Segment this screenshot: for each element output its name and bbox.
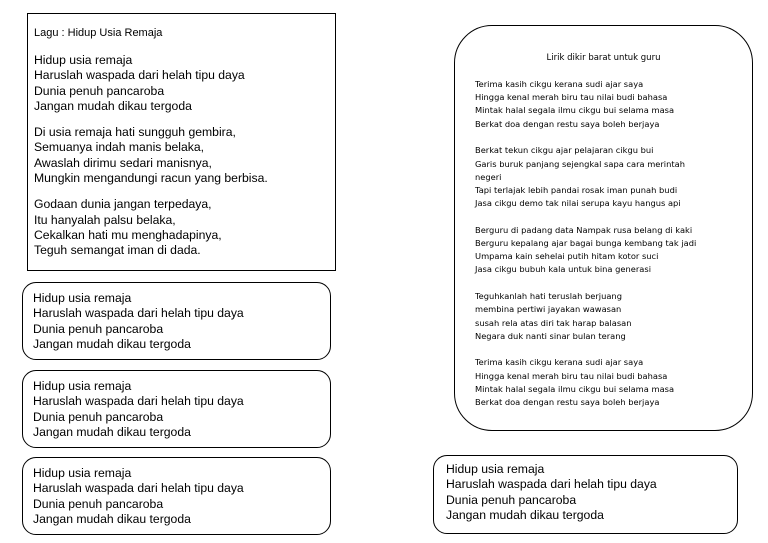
lyric-line: Di usia remaja hati sungguh gembira, xyxy=(34,125,236,140)
dikir-line: Mintak halal segala ilmu cikgu bui selama masa xyxy=(475,383,675,394)
song-stanza-1 xyxy=(34,53,335,114)
dikir-line: negeri xyxy=(475,171,502,182)
dikir-stanza-3 xyxy=(475,224,752,277)
lyric-line: Hidup usia remaja xyxy=(33,379,132,393)
dikir-stanza-5 xyxy=(475,356,752,409)
lyric-line: Mungkin mengandungi racun yang berbisa. xyxy=(34,171,268,186)
dikir-line: Garis buruk panjang sejengkal sapa cara merintah xyxy=(475,158,685,169)
lyric-line: Jangan mudah dikau tergoda xyxy=(446,507,604,522)
dikir-title: Lirik dikir barat untuk guru xyxy=(546,53,661,63)
lyric-line: Jangan mudah dikau tergoda xyxy=(33,424,191,439)
lyric-line: Cekalkan hati mu menghadapinya, xyxy=(34,227,222,242)
dikir-line: Jasa cikgu bubuh kala untuk bina generasi xyxy=(475,264,652,275)
dikir-line: Jasa cikgu demo tak nilai serupa kayu hangus api xyxy=(475,198,681,209)
lyric-card-1 xyxy=(22,282,331,360)
dikir-line: Mintak halal segala ilmu cikgu bui selama masa xyxy=(475,105,675,116)
dikir-stanza-1 xyxy=(475,78,752,131)
dikir-line: Terima kasih cikgu kerana sudi ajar saya xyxy=(475,357,644,368)
dikir-line: Tapi terlajak lebih pandai rosak iman punah budi xyxy=(475,184,678,195)
song-stanza-2 xyxy=(34,125,335,186)
lyric-line: Dunia penuh pancaroba xyxy=(34,83,165,98)
dikir-stanza-2 xyxy=(475,144,752,210)
dikir-line: membina pertiwi jayakan wawasan xyxy=(475,304,622,315)
dikir-line: Umpama kain sehelai putih hitam kotor suci xyxy=(475,251,659,262)
dikir-line: Hingga kenal merah biru tau nilai budi bahasa xyxy=(475,92,668,103)
lyric-line: Dunia penuh pancaroba xyxy=(33,321,164,336)
dikir-line: Hingga kenal merah biru tau nilai budi bahasa xyxy=(475,370,668,381)
lyric-line: Dunia penuh pancaroba xyxy=(33,496,164,511)
lyric-line: Hidup usia remaja xyxy=(33,466,132,480)
lyric-line: Haruslah waspada dari helah tipu daya xyxy=(33,481,244,496)
dikir-line: Terima kasih cikgu kerana sudi ajar saya xyxy=(475,79,644,89)
lyric-line: Haruslah waspada dari helah tipu daya xyxy=(33,306,244,321)
dikir-line: Berkat doa dengan restu saya boleh berjaya xyxy=(475,397,660,408)
dikir-line: Negara duk nanti sinar bulan terang xyxy=(475,330,626,341)
lyric-line: Itu hanyalah palsu belaka, xyxy=(34,212,176,227)
lyric-line: Dunia penuh pancaroba xyxy=(446,492,577,507)
dikir-line: Teguhkanlah hati teruslah berjuang xyxy=(475,291,622,302)
lyric-line: Hidup usia remaja xyxy=(34,53,133,67)
song-stanza-3 xyxy=(34,197,335,258)
lyric-line: Haruslah waspada dari helah tipu daya xyxy=(34,68,245,83)
lyric-line: Haruslah waspada dari helah tipu daya xyxy=(446,477,657,492)
lyric-line: Semuanya indah manis belaka, xyxy=(34,140,205,155)
lyric-line: Jangan mudah dikau tergoda xyxy=(33,511,191,526)
lyric-card-3 xyxy=(22,457,331,535)
lyric-line: Hidup usia remaja xyxy=(446,462,545,476)
lyric-line: Awaslah dirimu sedari manisnya, xyxy=(34,155,212,170)
song-title: Lagu : Hidup Usia Remaja xyxy=(34,27,163,39)
dikir-line: Berkat tekun cikgu ajar pelajaran cikgu bui xyxy=(475,145,654,156)
lyric-card-2 xyxy=(22,370,331,448)
lyric-card-4 xyxy=(433,455,738,534)
lyric-line: Haruslah waspada dari helah tipu daya xyxy=(33,394,244,409)
song-lyrics-box xyxy=(27,13,336,271)
lyric-line: Hidup usia remaja xyxy=(33,291,132,305)
dikir-line: Berguru kepalang ajar bagai bunga kembang tak jadi xyxy=(475,238,697,249)
lyric-line: Dunia penuh pancaroba xyxy=(33,409,164,424)
dikir-line: Berguru di padang data Nampak rusa belang di kaki xyxy=(475,224,693,235)
lyric-line: Teguh semangat iman di dada. xyxy=(34,243,201,258)
lyric-line: Jangan mudah dikau tergoda xyxy=(33,336,191,351)
dikir-line: susah rela atas diri tak harap balasan xyxy=(475,317,632,328)
lyric-line: Jangan mudah dikau tergoda xyxy=(34,98,192,113)
dikir-lyrics-box xyxy=(454,25,753,431)
lyric-line: Godaan dunia jangan terpedaya, xyxy=(34,197,212,212)
dikir-line: Berkat doa dengan restu saya boleh berjaya xyxy=(475,118,660,129)
dikir-stanza-4 xyxy=(475,290,752,343)
